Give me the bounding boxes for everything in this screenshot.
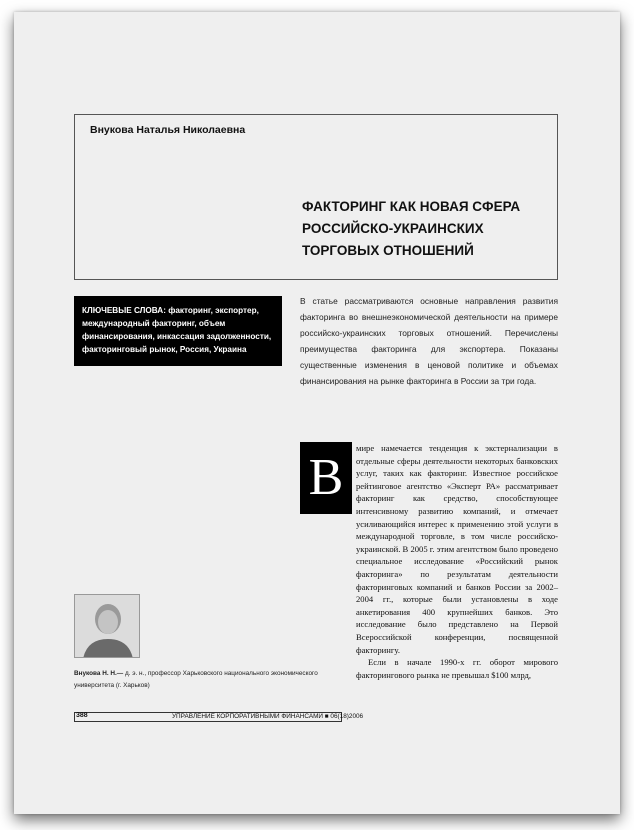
title-line-1: ФАКТОРИНГ КАК НОВАЯ СФЕРА (302, 199, 521, 214)
page-number: 388 (76, 712, 88, 719)
portrait-icon (75, 595, 140, 658)
article-title (302, 196, 542, 262)
author-name: Внукова Наталья Николаевна (90, 124, 246, 136)
caption-text: д. э. н., профессор Харьковского национального экономического университета (г. Харьков) (74, 670, 318, 689)
keywords-box: КЛЮЧЕВЫЕ СЛОВА: факторинг, экспортер, международный факторинг, объем финансирования, инкассация задолженности, факторинговый рынок, Россия, Украина (74, 296, 282, 366)
title-line-3: ТОРГОВЫХ ОТНОШЕНИЙ (302, 243, 474, 258)
author-photo (74, 594, 140, 658)
drop-cap: В (300, 442, 352, 514)
body-paragraph-1: мире намечается тенденция к экстернализации в отдельные сферы деятельности некоторых банковских услуг, таких как факторинг. Известное российское рейтинговое агентство «Эксперт РА» рассматривает факторинг как средство, способствующее интенсивному развитию компаний, и отмечает усиливающийся интерес к применению этой услуги в международной торговле, в том числе российско-украинской. В 2005 г. этим агентством было проведено специальное исследование «Российский рынок факторинга» по результатам деятельности факторинговых компаний и банков России за 2002–2004 гг., которые были установлены в ходе анкетирования 400 крупнейших банков. Это исследование было представлено на Первой Всероссийской конференции, посвященной факторингу. (356, 443, 558, 655)
caption-name: Внукова Н. Н.— (74, 670, 124, 677)
body-paragraph-2: Если в начале 1990-х гг. оборот мирового факторингового рынка не превышал $100 млрд, (356, 657, 558, 680)
author-caption (74, 668, 344, 692)
abstract: В статье рассматриваются основные направления развития факторинга во внешнеэкономической деятельности на примере российско-украинских торговых отношений. Перечислены преимущества факторинга для экспортера. Показаны существенные изменения в ценовой политике и объемах финансирования на рынке факторинга в России за три года. (300, 296, 558, 386)
body-text (356, 442, 558, 681)
journal-name: УПРАВЛЕНИЕ КОРПОРАТИВНЫМИ ФИНАНСАМИ ■ 06(18)2006 (172, 713, 364, 720)
title-line-2: РОССИЙСКО-УКРАИНСКИХ (302, 221, 484, 236)
